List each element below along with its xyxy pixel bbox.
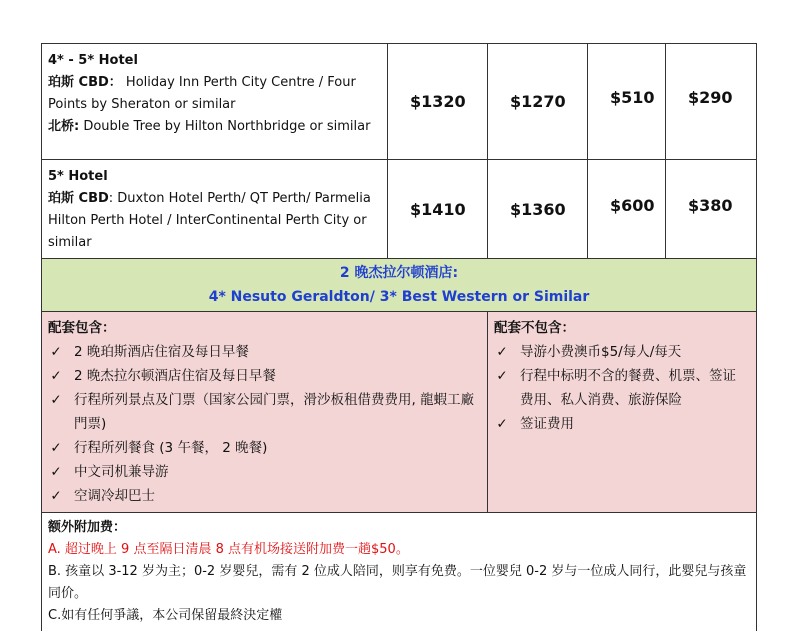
list-item-text: 导游小费澳币$5/每人/每天 bbox=[520, 344, 681, 360]
location-label: 珀斯 CBD bbox=[48, 191, 109, 206]
price-cell: $290 bbox=[666, 44, 757, 160]
extra-item-b: B. 孩童以 3-12 岁为主；0-2 岁婴兒，需有 2 位成人陪同，则享有免费。一位婴兒 0-2 岁与一位成人同行，此婴兒与孩童同价。 bbox=[48, 561, 750, 605]
check-icon: ✓ bbox=[494, 412, 510, 436]
check-icon: ✓ bbox=[48, 340, 64, 364]
check-icon: ✓ bbox=[48, 436, 64, 460]
geraldton-line1: 2 晚杰拉尔顿酒店: bbox=[42, 261, 756, 285]
check-icon: ✓ bbox=[48, 364, 64, 388]
list-item-text: 2 晚杰拉尔顿酒店住宿及每日早餐 bbox=[74, 368, 276, 384]
hotel-line bbox=[48, 72, 381, 116]
hotel-cell bbox=[42, 44, 388, 160]
price-cell: $600 bbox=[588, 160, 666, 259]
check-icon: ✓ bbox=[48, 388, 64, 412]
list-item-text: 中文司机兼导游 bbox=[74, 464, 169, 480]
list-item bbox=[494, 412, 748, 436]
hotel-title: 5* Hotel bbox=[48, 166, 381, 188]
package-table-wrapper bbox=[41, 43, 756, 631]
list-item-text: 空调冷却巴士 bbox=[74, 488, 155, 504]
hotel-title: 4* - 5* Hotel bbox=[48, 50, 381, 72]
package-table bbox=[41, 43, 757, 631]
hotel-names: Double Tree by Hilton Northbridge or similar bbox=[79, 119, 370, 134]
geraldton-banner bbox=[42, 259, 757, 312]
check-icon: ✓ bbox=[48, 460, 64, 484]
location-label: 北桥: bbox=[48, 119, 79, 134]
extra-charges-cell bbox=[42, 513, 757, 631]
list-item bbox=[48, 340, 479, 364]
list-item-text: 2 晚珀斯酒店住宿及每日早餐 bbox=[74, 344, 249, 360]
hotel-names: : Duxton Hotel Perth/ QT Perth/ Parmelia Hilton Perth Hotel / InterContinental Perth City or similar bbox=[48, 191, 371, 250]
check-icon: ✓ bbox=[494, 340, 510, 364]
list-item bbox=[48, 364, 479, 388]
hotel-row-4-5 bbox=[42, 44, 757, 160]
inclusions-row bbox=[42, 312, 757, 513]
hotel-line bbox=[48, 188, 381, 254]
hotel-line bbox=[48, 116, 381, 138]
geraldton-line2: 4* Nesuto Geraldton/ 3* Best Western or Similar bbox=[42, 285, 756, 309]
price-cell: $1320 bbox=[388, 44, 488, 160]
price-cell: $380 bbox=[666, 160, 757, 259]
excluded-heading: 配套不包含： bbox=[494, 316, 748, 340]
price-cell: $1360 bbox=[488, 160, 588, 259]
extra-item-a: A. 超过晚上 9 点至隔日清晨 8 点有机场接送附加费一趟$50。 bbox=[48, 539, 750, 561]
hotel-cell bbox=[42, 160, 388, 259]
included-list bbox=[48, 340, 479, 508]
price-cell: $1410 bbox=[388, 160, 488, 259]
list-item bbox=[48, 484, 479, 508]
list-item bbox=[48, 436, 479, 460]
list-item-text: 行程所列餐食 (3 午餐， 2 晚餐) bbox=[74, 440, 267, 456]
excluded-list bbox=[494, 340, 748, 436]
check-icon: ✓ bbox=[48, 484, 64, 508]
list-item bbox=[48, 460, 479, 484]
included-cell bbox=[42, 312, 488, 513]
list-item-text: 行程所列景点及门票（国家公园门票，滑沙板租借费费用, 龍蝦工廠門票) bbox=[74, 392, 474, 432]
list-item bbox=[494, 340, 748, 364]
extra-heading: 额外附加费： bbox=[48, 517, 750, 539]
extra-charges-row bbox=[42, 513, 757, 631]
list-item bbox=[494, 364, 748, 412]
list-item bbox=[48, 388, 479, 436]
price-cell: $510 bbox=[588, 44, 666, 160]
location-label: 珀斯 CBD： bbox=[48, 75, 122, 90]
check-icon: ✓ bbox=[494, 364, 510, 388]
list-item-text: 签证费用 bbox=[520, 416, 574, 432]
hotel-row-5 bbox=[42, 160, 757, 259]
price-cell: $1270 bbox=[488, 44, 588, 160]
hotel-names: Holiday Inn Perth City Centre / Four Points by Sheraton or similar bbox=[48, 75, 356, 112]
geraldton-row bbox=[42, 259, 757, 312]
excluded-cell bbox=[488, 312, 757, 513]
included-heading: 配套包含： bbox=[48, 316, 479, 340]
list-item-text: 行程中标明不含的餐费、机票、签证费用、私人消费、旅游保险 bbox=[520, 368, 736, 408]
extra-item-c: C.如有任何爭議，本公司保留最終決定權 bbox=[48, 605, 750, 627]
